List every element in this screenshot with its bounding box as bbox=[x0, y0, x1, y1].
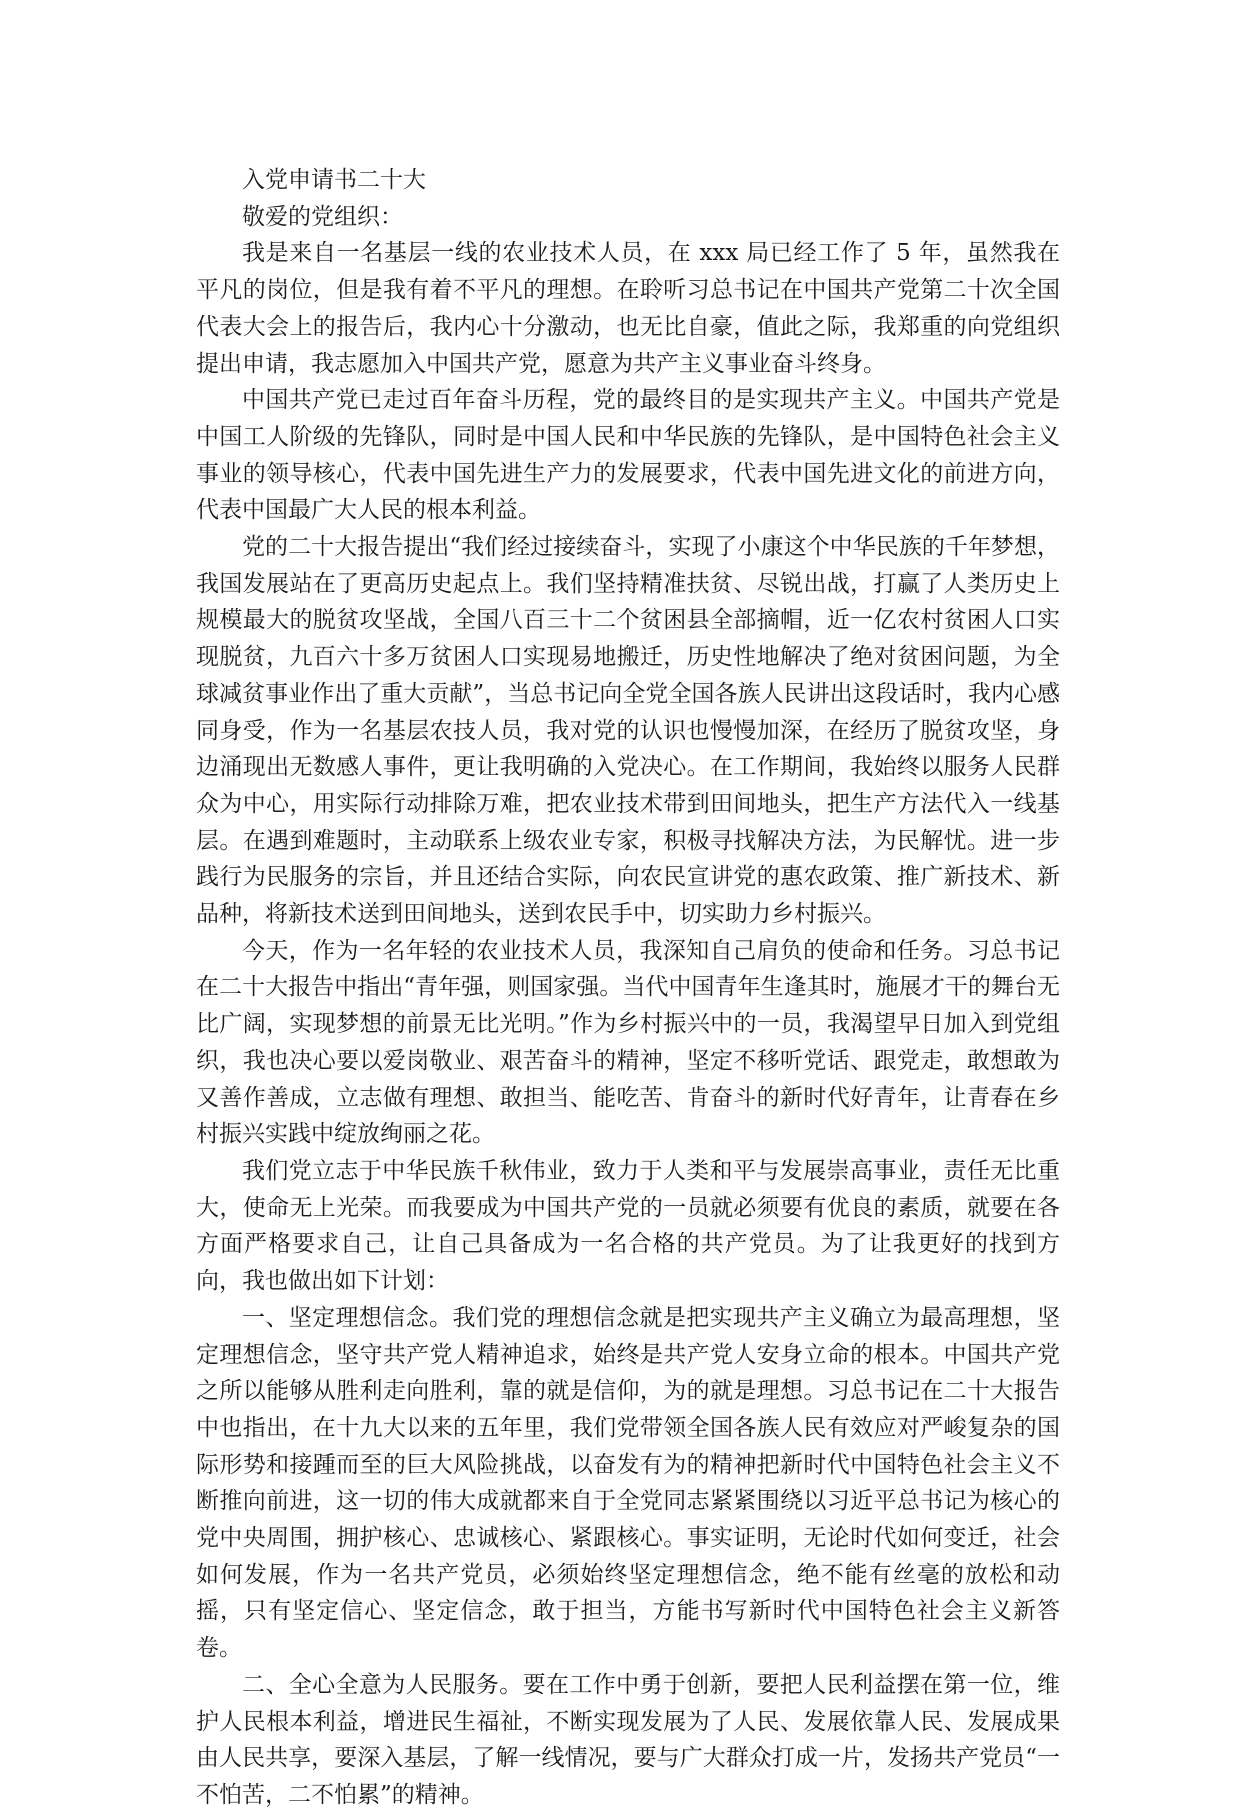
document-body bbox=[196, 162, 1060, 1814]
paragraph-plan-intro: 我们党立志于中华民族千秋伟业，致力于人类和平与发展崇高事业，责任无比重大，使命无上光荣。而我要成为中国共产党的一员就必须要有优良的素质，就要在各方面严格要求自己，让自己具备成为一名合格的共产党员。为了让我更好的找到方向，我也做出如下计划： bbox=[196, 1157, 1060, 1295]
salutation: 敬爱的党组织： bbox=[242, 203, 403, 230]
document-title: 入党申请书二十大 bbox=[242, 167, 426, 193]
paragraph-plan-one: 一、坚定理想信念。我们党的理想信念就是把实现共产主义确立为最高理想，坚定理想信念，坚守共产党人精神追求，始终是共产党人安身立命的根本。中国共产党之所以能够从胜利走向胜利，靠的就是信仰，为的就是理想。习总书记在二十大报告中也指出，在十九大以来的五年里，我们党带领全国各族人民有效应对严峻复杂的国际形势和接踵而至的巨大风险挑战，以奋发有为的精神把新时代中国特色社会主义不断推向前进，这一切的伟大成就都来自于全党同志紧紧围绕以习近平总书记为核心的党中央周围，拥护核心、忠诚核心、紧跟核心。事实证明，无论时代如何变迁，社会如何发展，作为一名共产党员，必须始终坚定理想信念，绝不能有丝毫的放松和动摇，只有坚定信心、坚定信念，敢于担当，方能书写新时代中国特色社会主义新答卷。 bbox=[196, 1304, 1060, 1662]
paragraph-party-history: 中国共产党已走过百年奋斗历程，党的最终目的是实现共产主义。中国共产党是中国工人阶级的先锋队，同时是中国人民和中华民族的先锋队，是中国特色社会主义事业的领导核心，代表中国先进生产力的发展要求，代表中国先进文化的前进方向，代表中国最广大人民的根本利益。 bbox=[196, 387, 1060, 524]
paragraph-plan-two: 二、全心全意为人民服务。要在工作中勇于创新，要把人民利益摆在第一位，维护人民根本利益，增进民生福祉，不断实现发展为了人民、发展依靠人民、发展成果由人民共享，要深入基层，了解一线情况，要与广大群众打成一片，发扬共产党员“一不怕苦，二不怕累”的精神。 bbox=[196, 1671, 1060, 1808]
paragraph-intro: 我是来自一名基层一线的农业技术人员，在 xxx 局已经工作了 5 年，虽然我在平凡的岗位，但是我有着不平凡的理想。在聆听习总书记在中国共产党第二十次全国代表大会上的报告后，我内心十分激动，也无比自豪，值此之际，我郑重的向党组织提出申请，我志愿加入中国共产党，愿意为共产主义事业奋斗终身。 bbox=[196, 240, 1060, 377]
paragraph-youth: 今天，作为一名年轻的农业技术人员，我深知自己肩负的使命和任务。习总书记在二十大报告中指出“青年强，则国家强。当代中国青年生逢其时，施展才干的舞台无比广阔，实现梦想的前景无比光明。”作为乡村振兴中的一员，我渴望早日加入到党组织，我也决心要以爱岗敬业、艰苦奋斗的精神，坚定不移听党话、跟党走，敢想敢为又善作善成，立志做有理想、敢担当、能吃苦、肯奋斗的新时代好青年，让青春在乡村振兴实践中绽放绚丽之花。 bbox=[196, 937, 1060, 1148]
paragraph-poverty-alleviation: 党的二十大报告提出“我们经过接续奋斗，实现了小康这个中华民族的千年梦想，我国发展站在了更高历史起点上。我们坚持精准扶贫、尽锐出战，打赢了人类历史上规模最大的脱贫攻坚战，全国八百三十二个贫困县全部摘帽，近一亿农村贫困人口实现脱贫，九百六十多万贫困人口实现易地搬迁，历史性地解决了绝对贫困问题，为全球减贫事业作出了重大贡献”，当总书记向全党全国各族人民讲出这段话时，我内心感同身受，作为一名基层农技人员，我对党的认识也慢慢加深，在经历了脱贫攻坚，身边涌现出无数感人事件，更让我明确的入党决心。在工作期间，我始终以服务人民群众为中心，用实际行动排除万难，把农业技术带到田间地头，把生产方法代入一线基层。在遇到难题时，主动联系上级农业专家，积极寻找解决方法，为民解忧。进一步践行为民服务的宗旨，并且还结合实际，向农民宣讲党的惠农政策、推广新技术、新品种，将新技术送到田间地头，送到农民手中，切实助力乡村振兴。 bbox=[196, 534, 1060, 928]
